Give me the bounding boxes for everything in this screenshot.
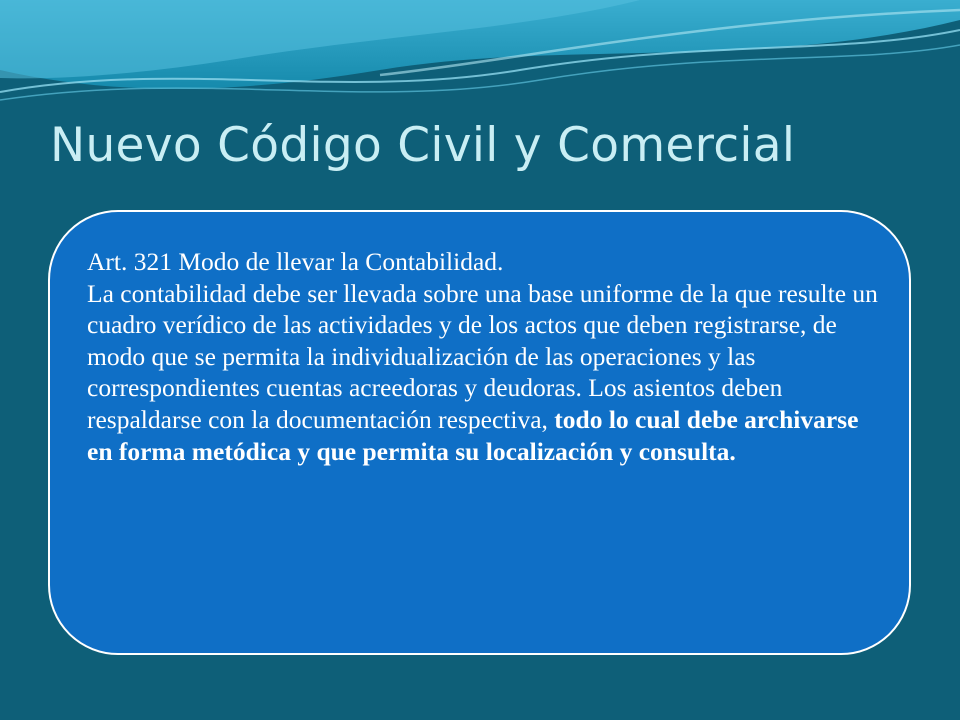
article-body-bold: todo lo cual debe archivarse en forma metódica y que permita su localización y consulta bbox=[87, 404, 859, 466]
content-box bbox=[48, 210, 911, 655]
wave-background bbox=[0, 0, 960, 120]
slide-title: Nuevo Código Civil y Comercial bbox=[50, 118, 796, 173]
article-body: La contabilidad debe ser llevada sobre una base uniforme de la que resulte un cuadro verídico de las actividades y de los actos que deben registrarse, de modo que se permita la individualización de las operaciones y las correspondientes cuentas acreedoras y deudoras. Los asientos deben respaldarse con la documentación respectiva, bbox=[87, 278, 878, 434]
article-heading: Art. 321 Modo de llevar la Contabilidad. bbox=[87, 247, 504, 276]
article-body-end: . bbox=[729, 436, 736, 466]
article-text bbox=[87, 246, 879, 467]
